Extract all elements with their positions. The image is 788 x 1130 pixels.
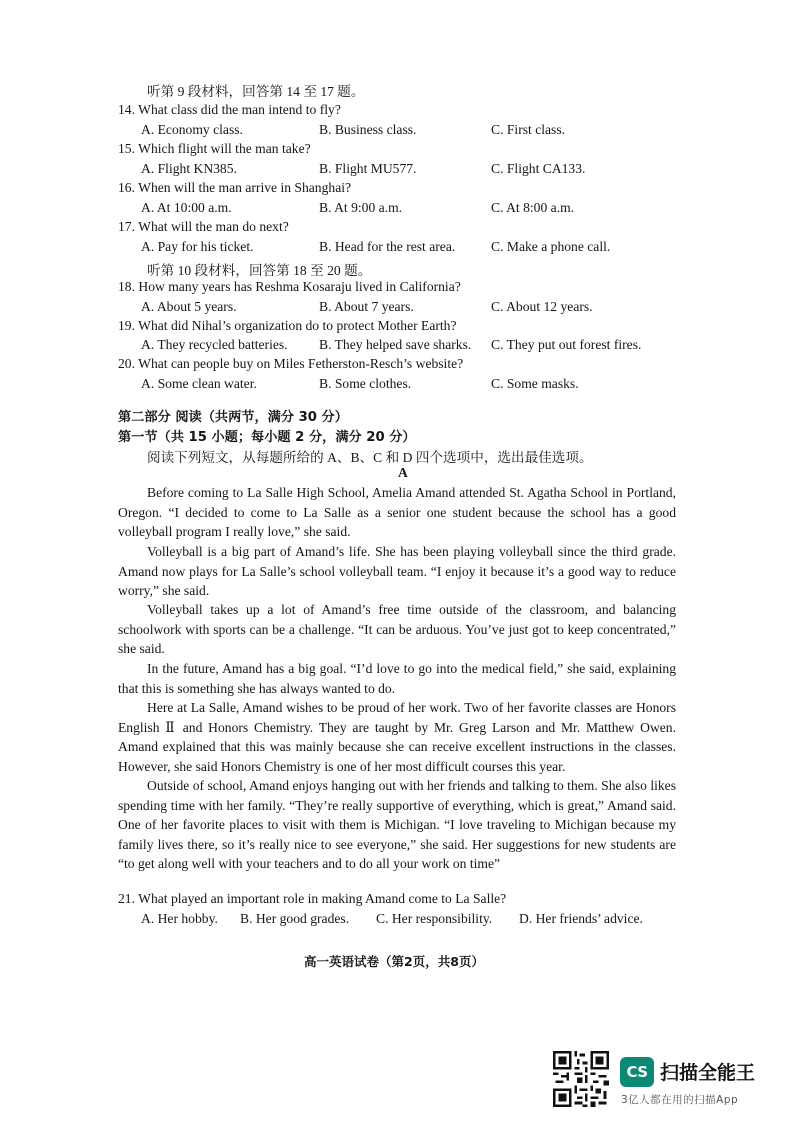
passage-paragraph-1: Before coming to La Salle High School, Amelia Amand attended St. Agatha School in Portland, Oregon. “I decided to come to La Salle as a senior one student because the school has a good volleyball program I really love,” she said. xyxy=(118,485,676,540)
part-title: 第二部分 阅读（共两节，满分 30 分） xyxy=(118,410,348,425)
q14-option-c: C. First class. xyxy=(491,122,566,137)
section-title: 第一节（共 15 小题；每小题 2 分，满分 20 分） xyxy=(118,430,416,445)
q15-option-b: B. Flight MU577. xyxy=(319,161,417,176)
q20-option-c: C. Some masks. xyxy=(491,376,579,391)
q16-option-a: A. At 10:00 a.m. xyxy=(141,200,232,215)
q18-option-c: C. About 12 years. xyxy=(491,299,593,314)
q21-option-b: B. Her good grades. xyxy=(240,911,350,926)
question-17: 17. What will the man do next? xyxy=(118,219,289,234)
q18-option-a: A. About 5 years. xyxy=(141,299,237,314)
q20-option-a: A. Some clean water. xyxy=(141,376,257,391)
reading-instruction: 阅读下列短文，从每题所给的 A、B、C 和 D 四个选项中，选出最佳选项。 xyxy=(147,450,593,465)
q21-option-d: D. Her friends’ advice. xyxy=(519,911,643,926)
camscanner-logo-icon: CS xyxy=(620,1057,654,1087)
q14-option-b: B. Business class. xyxy=(319,122,417,137)
passage-paragraph-6: Outside of school, Amand enjoys hanging out with her friends and talking to them. She also likes spending time with her family. “They’re really supportive of everything, which is great,” Amand said. One of her favorite places to visit with them is Michigan. “I love traveling to Michigan because my family lives there, so it’s really nice to see everyone,” she said. Her suggestions for new students are “to get along well with your teachers and to do all your work on time” xyxy=(118,778,676,872)
qr-code-icon xyxy=(553,1051,609,1107)
q21-option-c: C. Her responsibility. xyxy=(376,911,493,926)
passage-paragraph-4: In the future, Amand has a big goal. “I’d love to go into the medical field,” she said, explaining that this is something she has always wanted to do. xyxy=(118,661,676,696)
q19-option-c: C. They put out forest fires. xyxy=(491,337,642,352)
q17-option-b: B. Head for the rest area. xyxy=(319,239,456,254)
q19-option-b: B. They helped save sharks. xyxy=(319,337,472,352)
scanner-app-name: 扫描全能王 xyxy=(660,1062,756,1084)
q15-option-c: C. Flight CA133. xyxy=(491,161,586,176)
q16-option-c: C. At 8:00 a.m. xyxy=(491,200,575,215)
question-19: 19. What did Nihal’s organization do to protect Mother Earth? xyxy=(118,318,457,333)
listening-instruction-10: 听第 10 段材料，回答第 18 至 20 题。 xyxy=(147,263,372,278)
q20-option-b: B. Some clothes. xyxy=(319,376,412,391)
scanner-tagline: 3亿人都在用的扫描App xyxy=(621,1094,739,1106)
q17-option-a: A. Pay for his ticket. xyxy=(141,239,254,254)
question-18: 18. How many years has Reshma Kosaraju lived in California? xyxy=(118,279,461,294)
q19-option-a: A. They recycled batteries. xyxy=(141,337,288,352)
question-15: 15. Which flight will the man take? xyxy=(118,141,311,156)
listening-instruction-9: 听第 9 段材料，回答第 14 至 17 题。 xyxy=(147,84,365,99)
question-20: 20. What can people buy on Miles Fetherston-Resch’s website? xyxy=(118,356,464,371)
q18-option-b: B. About 7 years. xyxy=(319,299,414,314)
q21-option-a: A. Her hobby. xyxy=(141,911,218,926)
q17-option-c: C. Make a phone call. xyxy=(491,239,611,254)
q15-option-a: A. Flight KN385. xyxy=(141,161,237,176)
question-21: 21. What played an important role in making Amand come to La Salle? xyxy=(118,891,507,906)
passage-paragraph-2: Volleyball is a big part of Amand’s life. She has been playing volleyball since the third grade. Amand now plays for La Salle’s school volleyball team. “I enjoy it because it’s a good way to reduce worry,” she said. xyxy=(118,544,676,599)
question-16: 16. When will the man arrive in Shanghai? xyxy=(118,180,352,195)
q14-option-a: A. Economy class. xyxy=(141,122,243,137)
q16-option-b: B. At 9:00 a.m. xyxy=(319,200,403,215)
passage-paragraph-5: Here at La Salle, Amand wishes to be proud of her work. Two of her favorite classes are Honors English Ⅱ and Honors Chemistry. They are taught by Mr. Greg Larson and Mr. Matthew Owen. Amand explained that this was mainly because she can receive excellent instructions in the classes. However, she said Honors Chemistry is one of her most difficult courses this year. xyxy=(118,700,676,774)
passage-label: A xyxy=(398,465,408,480)
passage-paragraph-3: Volleyball takes up a lot of Amand’s free time outside of the classroom, and balancing schoolwork with sports can be a challenge. “It can be arduous. You’ve just got to keep concentrated,” she said. xyxy=(118,602,676,657)
question-14: 14. What class did the man intend to fly? xyxy=(118,102,341,117)
page-footer: 高一英语试卷（第2页，共8页） xyxy=(304,954,484,969)
